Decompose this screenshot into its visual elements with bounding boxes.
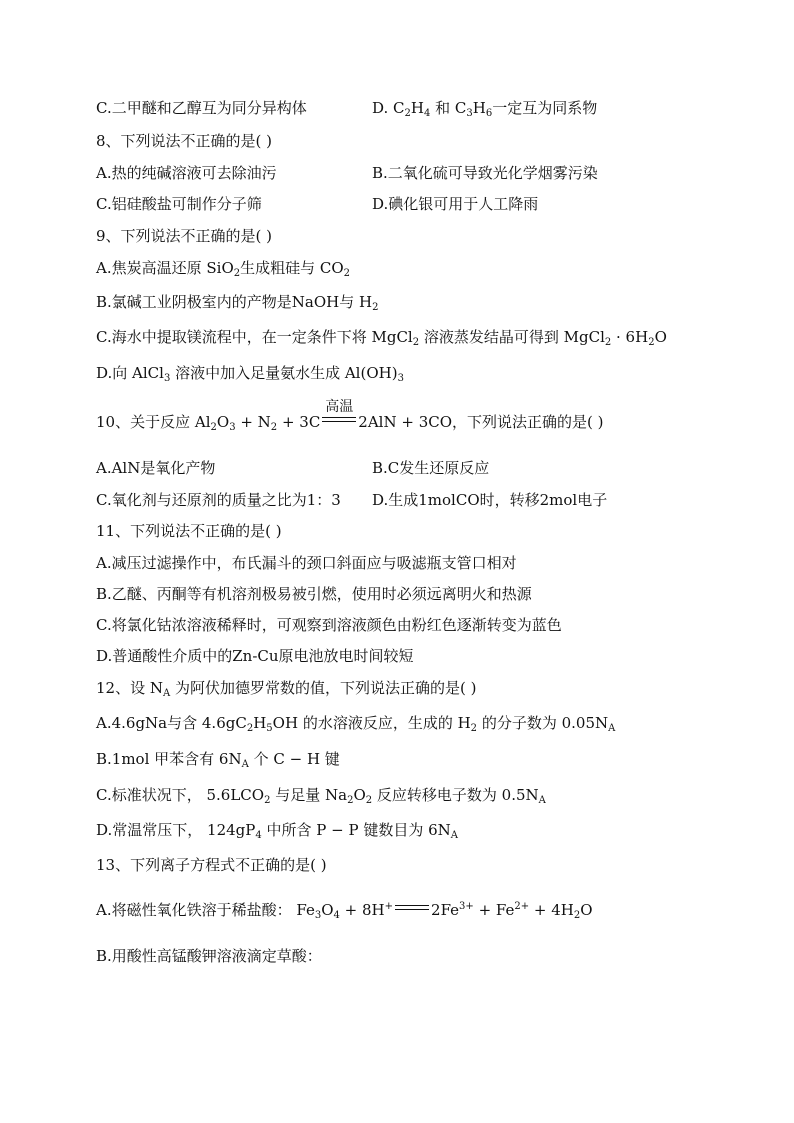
q11-option-c: C.将氯化钴浓溶液稀释时，可观察到溶液颜色由粉红色逐渐转变为蓝色 — [96, 616, 562, 634]
q11-option-d: D.普通酸性介质中的Zn-Cu原电池放电时间较短 — [96, 647, 414, 665]
q11-stem: 11、下列说法不正确的是( ) — [96, 522, 282, 540]
q8-option-c: C.铝硅酸盐可制作分子筛 — [96, 195, 262, 213]
q10-option-b: B.C发生还原反应 — [372, 459, 490, 477]
q8-option-d: D.碘化银可用于人工降雨 — [372, 195, 539, 213]
q12-option-c: C.标准状况下， $5.6LCO_2$ 与足量 $Na_2O_2$ 反应转移电子数为 $0.5N_A$ — [96, 786, 546, 806]
q9-option-a: A.焦炭高温还原 SiO$_2$生成粗硅与 $CO_2$ — [96, 259, 351, 279]
q12-option-d: D.常温常压下， $124gP_4$ 中所含 P − P 键数目为 $6N_A$ — [96, 821, 459, 841]
q7-option-c: C.二甲醚和乙醇互为同分异构体 — [96, 99, 307, 117]
q9-stem: 9、下列说法不正确的是( ) — [96, 227, 273, 245]
q7-option-d: D. $C_2H_4$ 和 $C_3H_6$一定互为同系物 — [372, 99, 598, 119]
q9-option-c: C.海水中提取镁流程中，在一定条件下将 MgCl$_2$ 溶液蒸发结晶可得到 MgCl$_2$ · $6H_2O$ — [96, 328, 667, 348]
q12-option-b: B.1mol 甲苯含有 $6N_A$ 个 C − H 键 — [96, 750, 340, 770]
q10-option-d: D.生成1molCO时，转移2mol电子 — [372, 491, 608, 509]
q13-stem: 13、下列离子方程式不正确的是( ) — [96, 856, 327, 874]
q10-stem: 10、关于反应 $Al_2O_3 + N_2 + 3C$ 高温 2AlN + 3CO，下列说法正确的是( ) — [96, 399, 604, 433]
q9-option-d: D.向 AlCl$_3$ 溶液中加入足量氨水生成 $Al(OH)_3$ — [96, 364, 404, 384]
q8-option-a: A.热的纯碱溶液可去除油污 — [96, 164, 277, 182]
q13-option-b: B.用酸性高锰酸钾溶液滴定草酸： — [96, 947, 322, 965]
ionic-equals-sign — [395, 904, 429, 912]
q8-stem: 8、下列说法不正确的是( ) — [96, 132, 273, 150]
reaction-condition: 高温 — [325, 399, 354, 415]
q12-stem: 12、设 $N_A$ 为阿伏加德罗常数的值，下列说法正确的是( ) — [96, 679, 477, 699]
q13-option-a: A.将磁性氧化铁溶于稀盐酸： $Fe_3O_4 + 8H^+$ $2Fe^{3+} + Fe^{2+} + 4H_2O$ — [96, 901, 593, 921]
q10-option-a: A.AlN是氧化产物 — [96, 459, 216, 477]
q12-option-a: A.4.6gNa与含 $4.6gC_2H_5OH$ 的水溶液反应，生成的 $H_2$ 的分子数为 $0.05N_A$ — [96, 714, 616, 734]
reaction-equals-sign — [322, 399, 356, 424]
q9-option-b: B.氯碱工业阴极室内的产物是NaOH与 $H_2$ — [96, 293, 379, 313]
q10-option-c: C.氧化剂与还原剂的质量之比为1：3 — [96, 491, 341, 509]
q11-option-b: B.乙醚、丙酮等有机溶剂极易被引燃，使用时必须远离明火和热源 — [96, 585, 532, 603]
q11-option-a: A.减压过滤操作中，布氏漏斗的颈口斜面应与吸滤瓶支管口相对 — [96, 554, 517, 572]
q8-option-b: B.二氧化硫可导致光化学烟雾污染 — [372, 164, 598, 182]
